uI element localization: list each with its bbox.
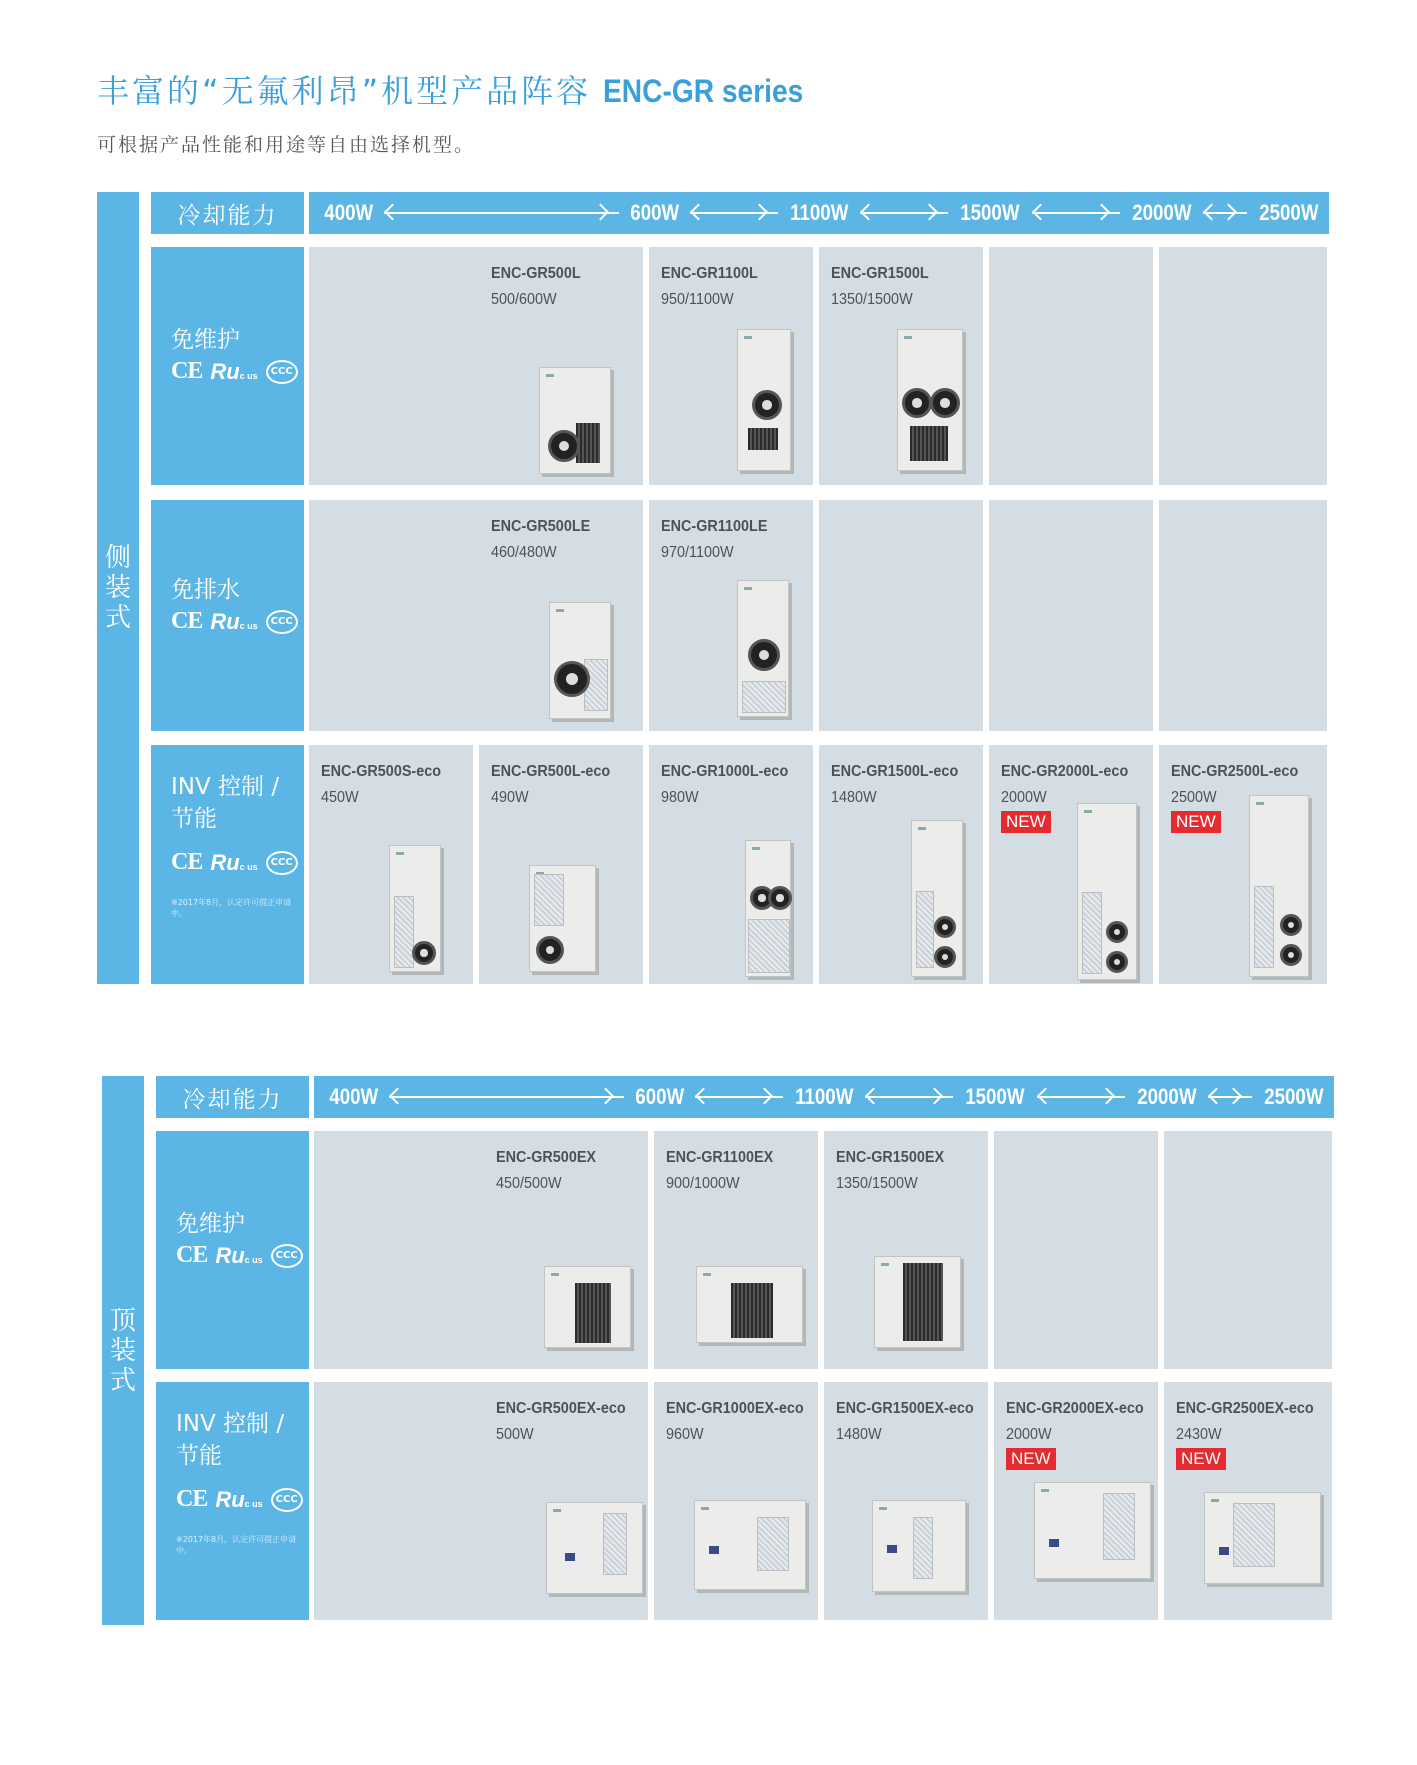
ul-mark-icon [210, 359, 257, 385]
cooler-unit-image [897, 329, 963, 471]
cooler-unit-image [546, 1502, 643, 1594]
unit-logo-mark [904, 336, 912, 339]
unit-filter [742, 681, 786, 713]
cooler-unit-image [529, 865, 596, 972]
cooler-unit-image [745, 840, 791, 977]
model-name: ENC-GR1000L-eco [661, 763, 789, 780]
row-name: INV 控制 / 节能 [176, 1411, 285, 1469]
title-cn: 丰富的“无氟利昂”机型产品阵容 [97, 72, 592, 110]
new-badge: NEW [1006, 1448, 1056, 1470]
unit-grille [575, 1283, 611, 1343]
model-power: 2430W [1176, 1426, 1222, 1443]
unit-filter [1254, 886, 1274, 968]
top-mount-section [102, 1076, 1335, 1625]
unit-logo-mark [551, 1273, 559, 1276]
model-power: 900/1000W [666, 1175, 740, 1192]
capacity-step: 2000W [1131, 200, 1192, 225]
ul-mark-text: Ru [215, 1486, 245, 1512]
model-cell [824, 1382, 988, 1620]
side-mount-section [97, 192, 1330, 984]
certification-note: ※2017年8月，认定许可提正申请中。 [176, 1535, 297, 1555]
unit-fan-icon [934, 916, 956, 938]
model-cell [819, 745, 983, 984]
ul-mark-small: c us [244, 1254, 263, 1265]
model-cell [314, 1382, 478, 1620]
row-label [156, 1382, 309, 1620]
model-cell [1159, 745, 1327, 984]
title-en: ENC-GR series [603, 73, 804, 109]
unit-logo-mark [1211, 1499, 1219, 1502]
model-cell [989, 247, 1153, 485]
unit-fan-icon [1280, 944, 1302, 966]
model-name: ENC-GR500L [491, 265, 581, 282]
model-power: 460/480W [491, 544, 557, 561]
model-cell [989, 500, 1153, 731]
model-power: 450W [321, 789, 359, 806]
unit-grille [748, 428, 778, 450]
unit-fan-icon [1280, 914, 1302, 936]
unit-logo-mark [744, 587, 752, 590]
unit-filter [916, 891, 934, 968]
unit-fan-icon [1106, 921, 1128, 943]
certification-marks [176, 1486, 303, 1513]
unit-logo-mark [918, 827, 926, 830]
double-arrow-icon [389, 1096, 623, 1098]
cooler-unit-image [872, 1500, 966, 1592]
row-label [151, 745, 304, 984]
capacity-step: 1500W [965, 1084, 1025, 1109]
model-cell [479, 745, 643, 984]
model-power: 1480W [831, 789, 877, 806]
unit-logo-mark [1041, 1489, 1049, 1492]
unit-logo-mark [1084, 810, 1092, 813]
row-name: 免维护 [176, 1211, 245, 1237]
model-power: 500/600W [491, 291, 557, 308]
unit-logo-mark [879, 1507, 887, 1510]
model-cell [989, 745, 1153, 984]
model-power: 490W [491, 789, 529, 806]
model-cell [649, 247, 813, 485]
unit-control-panel [1049, 1539, 1059, 1547]
model-cell [994, 1382, 1158, 1620]
model-power: 2000W [1006, 1426, 1052, 1443]
cooler-unit-image [1204, 1492, 1321, 1584]
capacity-step: 2500W [1259, 200, 1319, 225]
model-power: 980W [661, 789, 699, 806]
model-name: ENC-GR2000EX-eco [1006, 1400, 1144, 1417]
unit-grille [731, 1283, 773, 1338]
unit-grille [903, 1263, 943, 1341]
cooler-unit-image [737, 580, 789, 717]
certification-marks [171, 358, 298, 385]
model-name: ENC-GR2500L-eco [1171, 763, 1299, 780]
unit-logo-mark [1256, 802, 1264, 805]
unit-filter [757, 1517, 789, 1571]
model-cell [994, 1131, 1158, 1369]
top-mount-label: 顶装式 [102, 1076, 144, 1625]
model-power: 950/1100W [661, 291, 734, 308]
new-badge: NEW [1176, 1448, 1226, 1470]
model-power: 1480W [836, 1426, 882, 1443]
side-mount-label: 侧装式 [97, 192, 139, 984]
ul-mark-icon [210, 609, 257, 635]
model-cell [649, 500, 813, 731]
row-label [151, 500, 304, 731]
unit-control-panel [887, 1545, 897, 1553]
ccc-mark-icon: CCC [266, 610, 298, 634]
capacity-step: 1100W [790, 200, 849, 225]
capacity-step: 400W [329, 1084, 379, 1109]
model-cell [479, 500, 643, 731]
cooler-unit-image [737, 329, 791, 471]
ccc-mark-icon: CCC [271, 1488, 303, 1512]
double-arrow-icon [860, 212, 948, 214]
model-name: ENC-GR1100L [661, 265, 758, 282]
ul-mark-small: c us [239, 370, 258, 381]
double-arrow-icon [865, 1096, 953, 1098]
double-arrow-icon [1037, 1096, 1125, 1098]
unit-control-panel [565, 1553, 575, 1561]
page-title [97, 66, 831, 112]
model-cell [484, 1131, 648, 1369]
cooler-unit-image [694, 1500, 806, 1590]
row-name: 免维护 [171, 327, 240, 353]
model-cell [1164, 1382, 1332, 1620]
unit-fan-icon [902, 388, 932, 418]
unit-logo-mark [556, 609, 564, 612]
row-label [156, 1131, 309, 1369]
unit-logo-mark [396, 852, 404, 855]
unit-fan-icon [934, 946, 956, 968]
model-power: 960W [666, 1426, 704, 1443]
model-name: ENC-GR500EX-eco [496, 1400, 626, 1417]
unit-logo-mark [703, 1273, 711, 1276]
model-name: ENC-GR500LE [491, 518, 591, 535]
page-subtitle: 可根据产品性能和用途等自由选择机型。 [97, 134, 476, 156]
capacity-step: 600W [634, 1084, 684, 1109]
capacity-step: 400W [324, 200, 374, 225]
ul-mark-text: Ru [210, 608, 240, 634]
unit-fan-icon [748, 639, 780, 671]
ce-mark-icon: CE [176, 1486, 208, 1512]
cooler-unit-image [911, 820, 963, 977]
unit-filter [1082, 892, 1102, 974]
ul-mark-icon [215, 1243, 262, 1269]
unit-filter [394, 896, 414, 968]
model-cell [309, 247, 473, 485]
ccc-mark-icon: CCC [266, 851, 298, 875]
unit-logo-mark [546, 374, 554, 377]
unit-logo-mark [881, 1263, 889, 1266]
model-cell [1164, 1131, 1332, 1369]
model-name: ENC-GR2000L-eco [1001, 763, 1129, 780]
cooler-unit-image [1077, 803, 1137, 980]
ce-mark-icon: CE [176, 1242, 208, 1268]
model-cell [314, 1131, 478, 1369]
unit-fan-icon [768, 886, 792, 910]
cooler-unit-image [539, 367, 611, 474]
double-arrow-icon [384, 212, 618, 214]
unit-logo-mark [752, 847, 760, 850]
unit-control-panel [1219, 1547, 1229, 1555]
unit-logo-mark [553, 1509, 561, 1512]
model-power: 970/1100W [661, 544, 734, 561]
model-cell [479, 247, 643, 485]
capacity-step: 2000W [1136, 1084, 1197, 1109]
capacity-step: 600W [629, 200, 679, 225]
cooler-unit-image [389, 845, 441, 972]
unit-fan-icon [554, 661, 590, 697]
model-name: ENC-GR1500L [831, 265, 929, 282]
model-cell [654, 1131, 818, 1369]
double-arrow-icon [695, 1096, 783, 1098]
model-name: ENC-GR1500L-eco [831, 763, 959, 780]
model-cell [309, 745, 473, 984]
unit-fan-icon [412, 941, 436, 965]
unit-control-panel [709, 1546, 719, 1554]
ccc-mark-icon: CCC [266, 360, 298, 384]
cooler-unit-image [1249, 795, 1309, 977]
model-name: ENC-GR500S-eco [321, 763, 442, 780]
ul-mark-small: c us [244, 1498, 263, 1509]
model-power: 2000W [1001, 789, 1047, 806]
unit-logo-mark [744, 336, 752, 339]
unit-filter [603, 1513, 627, 1575]
unit-logo-mark [701, 1507, 709, 1510]
model-cell [1159, 500, 1327, 731]
double-arrow-icon [1203, 212, 1247, 214]
capacity-header: 冷却能力 [156, 1076, 309, 1118]
ce-mark-icon: CE [171, 608, 203, 634]
model-name: ENC-GR1100EX [666, 1149, 774, 1166]
model-name: ENC-GR500EX [496, 1149, 597, 1166]
model-power: 1350/1500W [836, 1175, 918, 1192]
row-name: INV 控制 / 节能 [171, 774, 280, 832]
row-name: 免排水 [171, 577, 240, 603]
capacity-scale [309, 192, 1329, 234]
row-label [151, 247, 304, 485]
new-badge: NEW [1001, 811, 1051, 833]
model-cell [309, 500, 473, 731]
model-cell [654, 1382, 818, 1620]
ul-mark-text: Ru [210, 849, 240, 875]
capacity-step: 2500W [1264, 1084, 1324, 1109]
certification-marks [171, 608, 298, 635]
cooler-unit-image [1034, 1482, 1151, 1579]
unit-fan-icon [1106, 951, 1128, 973]
unit-fan-icon [930, 388, 960, 418]
model-name: ENC-GR1500EX-eco [836, 1400, 974, 1417]
unit-fan-icon [752, 390, 782, 420]
cooler-unit-image [544, 1266, 631, 1348]
new-badge: NEW [1171, 811, 1221, 833]
cooler-unit-image [696, 1266, 803, 1343]
capacity-header: 冷却能力 [151, 192, 304, 234]
unit-filter [1233, 1503, 1275, 1567]
double-arrow-icon [1032, 212, 1120, 214]
double-arrow-icon [690, 212, 778, 214]
ce-mark-icon: CE [171, 849, 203, 875]
model-cell [649, 745, 813, 984]
ce-mark-icon: CE [171, 358, 203, 384]
model-power: 2500W [1171, 789, 1217, 806]
ul-mark-icon [210, 850, 257, 876]
ul-mark-small: c us [239, 620, 258, 631]
model-name: ENC-GR1100LE [661, 518, 768, 535]
ul-mark-icon [215, 1487, 262, 1513]
model-name: ENC-GR500L-eco [491, 763, 611, 780]
cooler-unit-image [874, 1256, 961, 1348]
unit-fan-icon [536, 936, 564, 964]
model-name: ENC-GR1000EX-eco [666, 1400, 804, 1417]
unit-filter [534, 874, 564, 926]
model-cell [819, 247, 983, 485]
model-cell [819, 500, 983, 731]
model-cell [1159, 247, 1327, 485]
model-power: 450/500W [496, 1175, 562, 1192]
ul-mark-text: Ru [215, 1242, 245, 1268]
certification-marks [176, 1242, 303, 1269]
capacity-step: 1500W [960, 200, 1020, 225]
unit-filter [1103, 1493, 1135, 1560]
model-name: ENC-GR2500EX-eco [1176, 1400, 1314, 1417]
capacity-scale [314, 1076, 1334, 1118]
double-arrow-icon [1208, 1096, 1252, 1098]
cooler-unit-image [549, 602, 611, 719]
certification-note: ※2017年8月，认定许可提正申请中。 [171, 898, 292, 918]
unit-filter [913, 1517, 933, 1579]
model-power: 1350/1500W [831, 291, 913, 308]
unit-fan-icon [548, 430, 580, 462]
model-name: ENC-GR1500EX [836, 1149, 945, 1166]
ccc-mark-icon: CCC [271, 1244, 303, 1268]
ul-mark-text: Ru [210, 358, 240, 384]
unit-filter [748, 919, 790, 973]
model-power: 500W [496, 1426, 534, 1443]
model-cell [484, 1382, 648, 1620]
unit-grille [910, 426, 948, 461]
capacity-step: 1100W [795, 1084, 854, 1109]
certification-marks [171, 849, 298, 876]
ul-mark-small: c us [239, 861, 258, 872]
model-cell [824, 1131, 988, 1369]
